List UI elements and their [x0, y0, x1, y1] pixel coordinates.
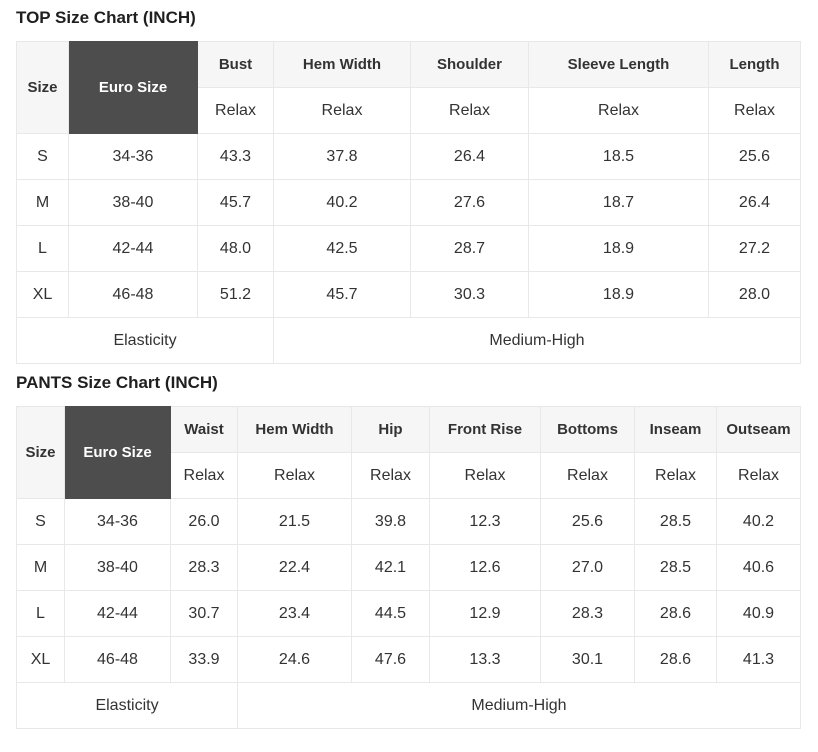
measure-column-header: Inseam [635, 407, 717, 453]
table-row [17, 591, 801, 637]
fit-type-cell: Relax [238, 453, 352, 499]
table-body [17, 499, 801, 729]
measurement-cell: 40.6 [717, 545, 801, 591]
euro-size-cell: 38-40 [69, 180, 198, 226]
size-cell: XL [17, 272, 69, 318]
measurement-cell: 12.9 [430, 591, 541, 637]
measurement-cell: 26.0 [171, 499, 238, 545]
measure-column-header: Front Rise [430, 407, 541, 453]
measurement-cell: 12.3 [430, 499, 541, 545]
measurement-cell: 21.5 [238, 499, 352, 545]
measurement-cell: 13.3 [430, 637, 541, 683]
measure-column-header: Hip [352, 407, 430, 453]
measurement-cell: 27.2 [709, 226, 801, 272]
fit-type-cell: Relax [430, 453, 541, 499]
fit-type-cell: Relax [352, 453, 430, 499]
measure-column-header: Shoulder [411, 42, 529, 88]
measurement-cell: 51.2 [198, 272, 274, 318]
elasticity-value-cell: Medium-High [238, 683, 801, 729]
measurement-cell: 30.3 [411, 272, 529, 318]
table-body [17, 134, 801, 364]
measurement-cell: 42.5 [274, 226, 411, 272]
table-header [17, 42, 801, 134]
measurement-cell: 40.9 [717, 591, 801, 637]
top-chart-title: TOP Size Chart (INCH) [16, 8, 196, 27]
measure-column-header: Bottoms [541, 407, 635, 453]
table-row [17, 499, 801, 545]
measurement-cell: 42.1 [352, 545, 430, 591]
fit-type-cell: Relax [274, 88, 411, 134]
euro-size-cell: 42-44 [69, 226, 198, 272]
measure-column-header: Sleeve Length [529, 42, 709, 88]
measurement-cell: 27.0 [541, 545, 635, 591]
measurement-cell: 40.2 [717, 499, 801, 545]
measurement-cell: 28.3 [171, 545, 238, 591]
size-cell: S [17, 134, 69, 180]
fit-type-cell: Relax [709, 88, 801, 134]
measurement-cell: 18.7 [529, 180, 709, 226]
elasticity-label-cell: Elasticity [17, 318, 274, 364]
table-row [17, 545, 801, 591]
size-cell: M [17, 180, 69, 226]
fit-type-cell: Relax [717, 453, 801, 499]
elasticity-row [17, 683, 801, 729]
measurement-cell: 43.3 [198, 134, 274, 180]
header-row-measures [17, 42, 801, 88]
table-row [17, 272, 801, 318]
euro-size-cell: 34-36 [65, 499, 171, 545]
measure-column-header: Outseam [717, 407, 801, 453]
measurement-cell: 28.6 [635, 591, 717, 637]
measurement-cell: 24.6 [238, 637, 352, 683]
table-row [17, 226, 801, 272]
measurement-cell: 23.4 [238, 591, 352, 637]
measurement-cell: 28.7 [411, 226, 529, 272]
elasticity-label-cell: Elasticity [17, 683, 238, 729]
table-row [17, 637, 801, 683]
measurement-cell: 27.6 [411, 180, 529, 226]
measure-column-header: Bust [198, 42, 274, 88]
measurement-cell: 22.4 [238, 545, 352, 591]
measurement-cell: 12.6 [430, 545, 541, 591]
measurement-cell: 37.8 [274, 134, 411, 180]
measurement-cell: 28.0 [709, 272, 801, 318]
size-cell: M [17, 545, 65, 591]
euro-size-column-header: Euro Size [65, 407, 171, 499]
measurement-cell: 18.5 [529, 134, 709, 180]
top-size-table [16, 41, 801, 364]
euro-size-cell: 42-44 [65, 591, 171, 637]
size-cell: L [17, 591, 65, 637]
measurement-cell: 48.0 [198, 226, 274, 272]
size-cell: XL [17, 637, 65, 683]
fit-type-cell: Relax [171, 453, 238, 499]
measurement-cell: 33.9 [171, 637, 238, 683]
fit-type-cell: Relax [411, 88, 529, 134]
size-column-header: Size [17, 42, 69, 134]
measurement-cell: 25.6 [541, 499, 635, 545]
size-cell: L [17, 226, 69, 272]
measure-column-header: Waist [171, 407, 238, 453]
pants-size-table [16, 406, 801, 729]
top-size-chart-section [16, 8, 800, 364]
fit-type-cell: Relax [198, 88, 274, 134]
table-row [17, 180, 801, 226]
measurement-cell: 30.7 [171, 591, 238, 637]
fit-type-cell: Relax [635, 453, 717, 499]
pants-chart-title: PANTS Size Chart (INCH) [16, 373, 218, 392]
euro-size-column-header: Euro Size [69, 42, 198, 134]
measurement-cell: 18.9 [529, 226, 709, 272]
measurement-cell: 41.3 [717, 637, 801, 683]
measurement-cell: 47.6 [352, 637, 430, 683]
measurement-cell: 28.3 [541, 591, 635, 637]
elasticity-value-cell: Medium-High [274, 318, 801, 364]
header-row-measures [17, 407, 801, 453]
measure-column-header: Hem Width [238, 407, 352, 453]
size-cell: S [17, 499, 65, 545]
euro-size-cell: 46-48 [69, 272, 198, 318]
size-column-header: Size [17, 407, 65, 499]
measurement-cell: 44.5 [352, 591, 430, 637]
measurement-cell: 28.6 [635, 637, 717, 683]
euro-size-cell: 38-40 [65, 545, 171, 591]
measurement-cell: 25.6 [709, 134, 801, 180]
measurement-cell: 18.9 [529, 272, 709, 318]
measurement-cell: 39.8 [352, 499, 430, 545]
table-header [17, 407, 801, 499]
pants-size-chart-section [16, 373, 800, 729]
measurement-cell: 28.5 [635, 499, 717, 545]
measurement-cell: 26.4 [709, 180, 801, 226]
measurement-cell: 26.4 [411, 134, 529, 180]
measurement-cell: 45.7 [274, 272, 411, 318]
fit-type-cell: Relax [541, 453, 635, 499]
elasticity-row [17, 318, 801, 364]
fit-type-cell: Relax [529, 88, 709, 134]
measure-column-header: Length [709, 42, 801, 88]
measure-column-header: Hem Width [274, 42, 411, 88]
measurement-cell: 40.2 [274, 180, 411, 226]
euro-size-cell: 34-36 [69, 134, 198, 180]
euro-size-cell: 46-48 [65, 637, 171, 683]
measurement-cell: 28.5 [635, 545, 717, 591]
table-row [17, 134, 801, 180]
measurement-cell: 45.7 [198, 180, 274, 226]
measurement-cell: 30.1 [541, 637, 635, 683]
